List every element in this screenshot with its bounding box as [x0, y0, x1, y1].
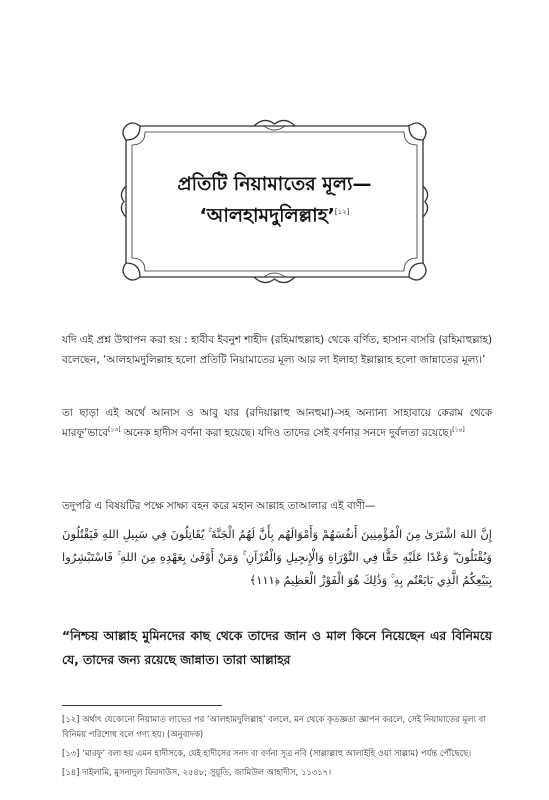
footnote-ref-13: [১৩] [108, 426, 121, 434]
footnote-14: [১৪] দাইলামি, মুসনাদুল ফিরদাউস, ২৫৪৮; সুয়ূতি, জামিউল আহাদীস, ১১৩১৭। [62, 767, 332, 777]
paragraph-3: তদুপরি এ বিষয়টির পক্ষে সাক্ষ্য বহন করে মহান আল্লাহ তাআলার এই বাণী— [62, 500, 376, 512]
verse-translation: “নিশ্চয় আল্লাহ মুমিনদের কাছ থেকে তাদের জান ও মাল কিনে নিয়েছেন এর বিনিময়ে যে, তাদের জন্য রয়েছে জান্নাত। তারা আল্লাহর [62, 629, 492, 667]
chapter-title-line2 [143, 198, 406, 229]
chapter-title-word: ‘আলহামদুলিল্লাহ’ [199, 204, 335, 227]
chapter-title [143, 170, 406, 229]
footnotes [62, 712, 492, 784]
paragraph-1: যদি এই প্রশ্ন উত্থাপন করা হয় : হাবীব ইবনুশ শাহীদ (রহিমাহুল্লাহ) থেকে বর্ণিত, হাসান বাসরি (রহিমাহুল্লাহ) বলেছেন, ‘আলহামদুলিল্লাহ হলো প্রতিটি নিয়ামাতের মূল্য আর লা ইলাহা ইল্লাল্লাহ হলো জান্নাতের মূল্য।’ [62, 334, 492, 366]
paragraph-2-text-a: তা ছাড়া এই অর্থে আনাস ও আবু যার (রদিয়াল্লাহু আনহুমা)-সহ অন্যান্য সাহাবায়ে কেরাম থেকে মারফূ’ভাবে [62, 407, 492, 439]
footnote-13: [১৩] ‘মারফূ’ বলা হয় এমন হাদীসকে, যেই হাদীসের সনদ বা বর্ণনা সূত্র নবি (সাল্লাল্লাহু আলাইহি ওয়া সাল্লাম) পর্যন্ত পৌঁছেছে। [62, 748, 472, 758]
footnote-ref-14: [১৪] [452, 426, 465, 434]
footnote-12: [১২] অর্থাৎ যেকোনো নিয়ামাত লাভের পর ‘আলহামদুলিল্লাহ’ বললে, মন থেকে কৃতজ্ঞতা জ্ঞাপন করলে, সেই নিয়ামাতের মূল্য বা বিনিময় পরিশোধ বলে গণ্য হয়। (অনুবাদক) [62, 714, 486, 739]
footnote-divider [62, 705, 222, 706]
paragraph-2-text-b: অনেক হাদীস বর্ণনা করা হয়েছে। যদিও তাদের সেই বর্ণনার সনদে দুর্বলতা রয়েছে। [120, 427, 453, 439]
arabic-verse: إِنَّ اللهَ اشْتَرَىٰ مِنَ الْمُؤْمِنِينَ أَنفُسَهُمْ وَأَمْوَالَهُم بِأَنَّ لَهُمُ الْجَنَّةَ ۚ يُقَاتِلُونَ فِي سَبِيلِ اللهِ فَيَقْتُلُونَ وَيُقْتَلُونَ ۖ وَعْدًا عَلَيْهِ حَقًّا فِي التَّوْرَاةِ وَالْإِنجِيلِ وَالْقُرْآنِ ۚ وَمَنْ أَوْفَىٰ بِعَهْدِهِ مِنَ اللهِ ۚ فَاسْتَبْشِرُوا بِبَيْعِكُمُ الَّذِي بَايَعْتُم بِهِ ۚ وَذَٰلِكَ هُوَ الْفَوْزُ الْعَظِيمُ ﴿١١١﴾ [62, 527, 492, 587]
paragraph-2 [62, 403, 492, 443]
footnote-ref-12: [১২] [334, 208, 350, 216]
chapter-title-line1: প্রতিটি নিয়ামাতের মূল্য— [177, 173, 372, 195]
